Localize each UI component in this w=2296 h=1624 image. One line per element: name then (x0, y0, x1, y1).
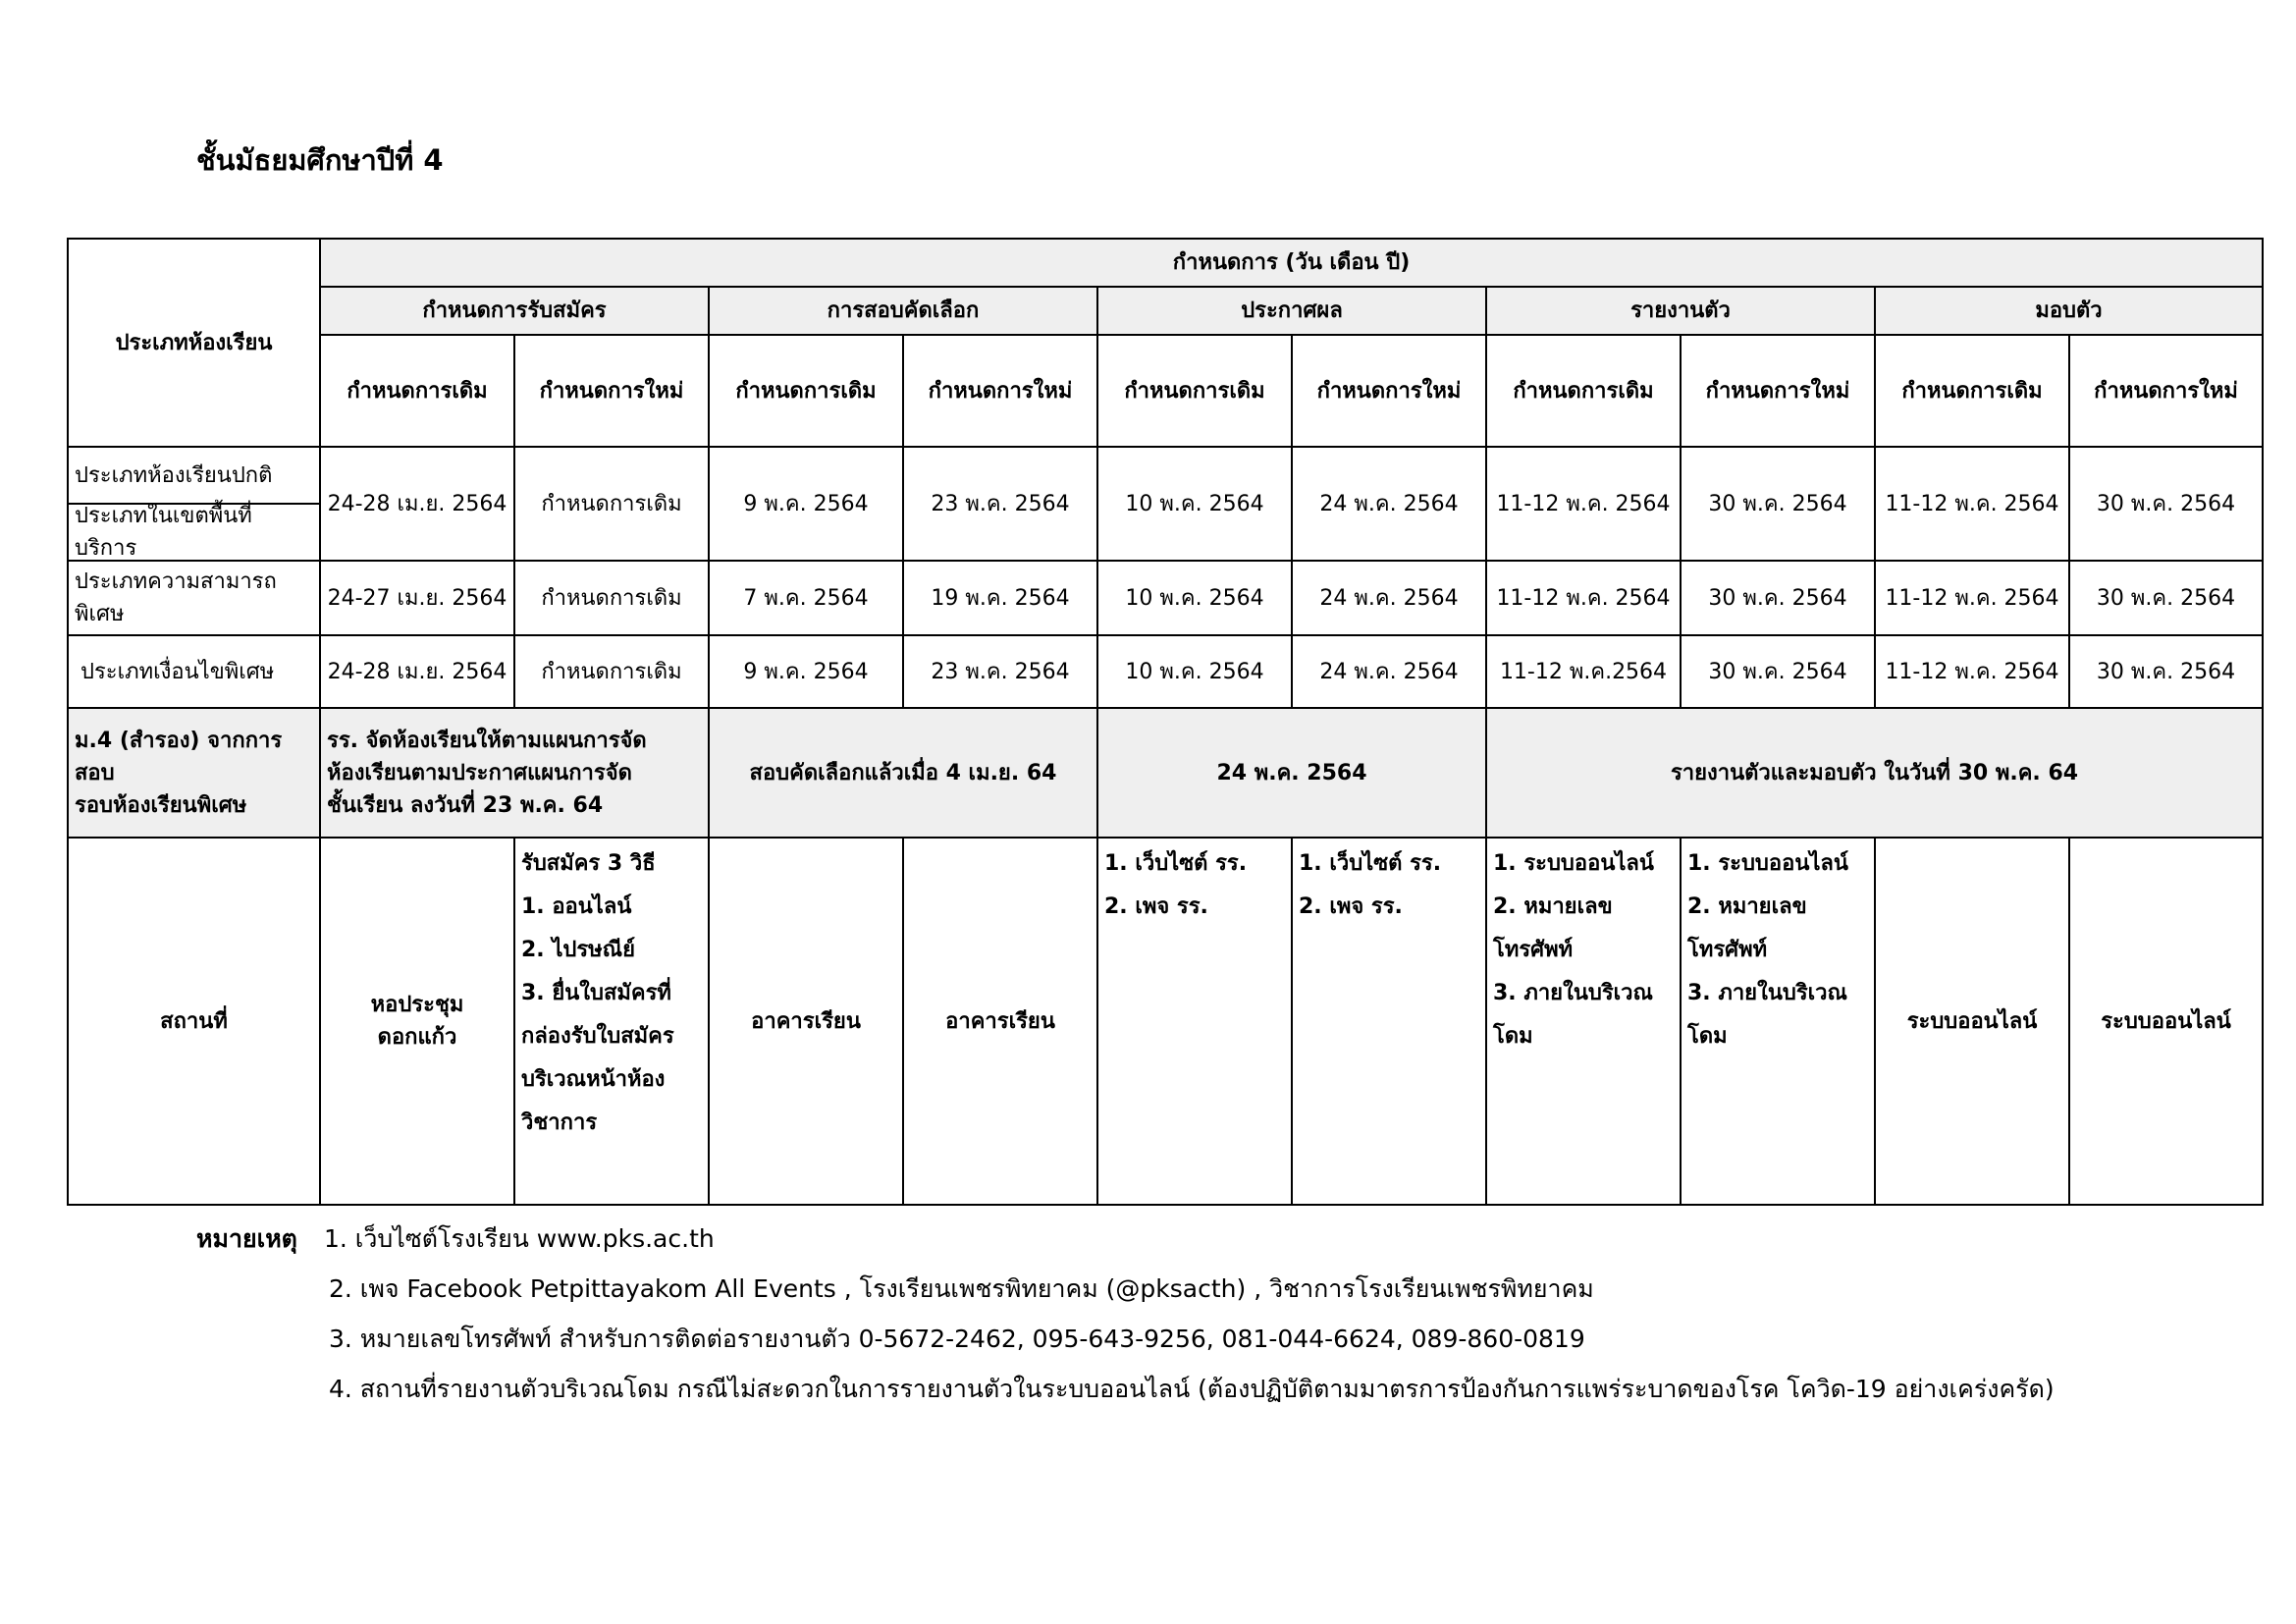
table-cell: 30 พ.ค. 2564 (1681, 447, 1875, 561)
reserve-apply (320, 708, 709, 838)
note-item (196, 1214, 2055, 1264)
venue-line: 1. ระบบออนไลน์ (1493, 851, 1654, 876)
stage-header-apply: กำหนดการรับสมัคร (320, 287, 709, 335)
reserve-exam: สอบคัดเลือกแล้วเมื่อ 4 เม.ย. 64 (709, 708, 1097, 838)
subheader-new: กำหนดการใหม่ (1292, 335, 1486, 447)
header-row-stages (68, 287, 2263, 335)
table-cell: 24 พ.ค. 2564 (1292, 447, 1486, 561)
venue-line: โดม (1493, 1024, 1533, 1049)
table-row (68, 561, 2263, 635)
table-cell: 11-12 พ.ค. 2564 (1875, 561, 2069, 635)
table-cell: 11-12 พ.ค. 2564 (1875, 447, 2069, 561)
reserve-report: รายงานตัวและมอบตัว ในวันที่ 30 พ.ค. 64 (1486, 708, 2263, 838)
notes-section (196, 1214, 2055, 1414)
schedule-group-header: กำหนดการ (วัน เดือน ปี) (320, 239, 2263, 287)
venue-line: โทรศัพท์ (1493, 938, 1574, 962)
venue-line: กล่องรับใบสมัคร (521, 1024, 674, 1049)
subheader-new: กำหนดการใหม่ (514, 335, 709, 447)
table-cell: 30 พ.ค. 2564 (1681, 561, 1875, 635)
reserve-apply-line: ชั้นเรียน ลงวันที่ 23 พ.ค. 64 (327, 792, 604, 818)
header-row-group (68, 239, 2263, 287)
reserve-label-line: ม.4 (สำรอง) จากการสอบ (75, 728, 283, 785)
venue-line: วิชาการ (521, 1110, 598, 1135)
table-cell: 30 พ.ค. 2564 (2069, 635, 2263, 708)
subheader-new: กำหนดการใหม่ (1681, 335, 1875, 447)
table-cell: 11-12 พ.ค. 2564 (1486, 447, 1681, 561)
table-cell: 23 พ.ค. 2564 (903, 447, 1097, 561)
table-cell: 24-27 เม.ย. 2564 (320, 561, 514, 635)
subheader-original: กำหนดการเดิม (1097, 335, 1292, 447)
subheader-new: กำหนดการใหม่ (903, 335, 1097, 447)
table-cell: 24 พ.ค. 2564 (1292, 561, 1486, 635)
row-label: ประเภทในเขตพื้นที่บริการ (69, 503, 319, 560)
venue-line: 3. ภายในบริเวณ (1687, 981, 1847, 1005)
table-cell: 11-12 พ.ค. 2564 (1875, 635, 2069, 708)
stage-header-handover: มอบตัว (1875, 287, 2263, 335)
table-cell: 30 พ.ค. 2564 (2069, 447, 2263, 561)
table-cell: 9 พ.ค. 2564 (709, 635, 903, 708)
row-label: ประเภทความสามารถพิเศษ (68, 561, 320, 635)
venue-handover-new: ระบบออนไลน์ (2069, 838, 2263, 1205)
venue-line: โดม (1687, 1024, 1728, 1049)
venue-exam-new: อาคารเรียน (903, 838, 1097, 1205)
table-cell: กำหนดการเดิม (514, 635, 709, 708)
venue-exam-original: อาคารเรียน (709, 838, 903, 1205)
row-type-header: ประเภทห้องเรียน (68, 239, 320, 447)
venue-line: 2. หมายเลข (1493, 894, 1613, 919)
stage-header-result: ประกาศผล (1097, 287, 1486, 335)
note-text: 1. เว็บไซต์โรงเรียน www.pks.ac.th (324, 1224, 715, 1253)
table-cell: 24 พ.ค. 2564 (1292, 635, 1486, 708)
note-item: 3. หมายเลขโทรศัพท์ สำหรับการติดต่อรายงานตัว 0-5672-2462, 095-643-9256, 081-044-6624, 089-860-0819 (329, 1325, 1585, 1353)
schedule-table (67, 238, 2264, 1206)
note-item: 2. เพจ Facebook Petpittayakom All Events , โรงเรียนเพชรพิทยาคม (@pksacth) , วิชาการโรงเรียนเพชรพิทยาคม (329, 1274, 1594, 1303)
reserve-label (68, 708, 320, 838)
table-cell: 30 พ.ค. 2564 (2069, 561, 2263, 635)
table-row-venue (68, 838, 2263, 1205)
reserve-result: 24 พ.ค. 2564 (1097, 708, 1486, 838)
table-row (68, 447, 2263, 561)
row-label-regular (68, 447, 320, 561)
table-cell: กำหนดการเดิม (514, 447, 709, 561)
table-cell: 19 พ.ค. 2564 (903, 561, 1097, 635)
table-cell: 24-28 เม.ย. 2564 (320, 447, 514, 561)
venue-line: ดอกแก้ว (377, 1025, 457, 1050)
venue-line: 1. เว็บไซต์ รร. (1104, 851, 1248, 876)
table-cell: 24-28 เม.ย. 2564 (320, 635, 514, 708)
table-cell: 10 พ.ค. 2564 (1097, 561, 1292, 635)
page-title: ชั้นมัธยมศึกษาปีที่ 4 (196, 143, 444, 177)
venue-line: บริเวณหน้าห้อง (521, 1067, 666, 1092)
subheader-original: กำหนดการเดิม (1486, 335, 1681, 447)
venue-line: 1. เว็บไซต์ รร. (1299, 851, 1442, 876)
venue-line: 3. ภายในบริเวณ (1493, 981, 1653, 1005)
table-cell: 11-12 พ.ค.2564 (1486, 635, 1681, 708)
notes-label: หมายเหตุ (196, 1224, 297, 1253)
subheader-original: กำหนดการเดิม (709, 335, 903, 447)
row-label: ประเภทเงื่อนไขพิเศษ (68, 635, 320, 708)
header-row-subcolumns (68, 335, 2263, 447)
venue-label: สถานที่ (68, 838, 320, 1205)
table-row-reserve (68, 708, 2263, 838)
table-cell: 7 พ.ค. 2564 (709, 561, 903, 635)
venue-report-original (1486, 838, 1681, 1205)
subheader-new: กำหนดการใหม่ (2069, 335, 2263, 447)
venue-result-original (1097, 838, 1292, 1205)
venue-line: 2. ไปรษณีย์ (521, 938, 635, 962)
venue-apply-original (320, 838, 514, 1205)
stage-header-exam: การสอบคัดเลือก (709, 287, 1097, 335)
note-item: 4. สถานที่รายงานตัวบริเวณโดม กรณีไม่สะดวกในการรายงานตัวในระบบออนไลน์ (ต้องปฏิบัติตามมาตรการป้องกันการแพร่ระบาดของโรค โควิด-19 อย่างเคร่งครัด) (329, 1375, 2055, 1403)
venue-line: 2. เพจ รร. (1104, 894, 1208, 919)
venue-line: 3. ยื่นใบสมัครที่ (521, 981, 671, 1005)
reserve-label-line: รอบห้องเรียนพิเศษ (75, 792, 247, 818)
venue-line: โทรศัพท์ (1687, 938, 1768, 962)
table-cell: 30 พ.ค. 2564 (1681, 635, 1875, 708)
venue-line: 2. หมายเลข (1687, 894, 1807, 919)
table-cell: 10 พ.ค. 2564 (1097, 447, 1292, 561)
venue-line: 1. ระบบออนไลน์ (1687, 851, 1848, 876)
table-cell: 10 พ.ค. 2564 (1097, 635, 1292, 708)
venue-line: รับสมัคร 3 วิธี (521, 851, 656, 876)
table-cell: 11-12 พ.ค. 2564 (1486, 561, 1681, 635)
venue-line: 2. เพจ รร. (1299, 894, 1403, 919)
table-cell: 9 พ.ค. 2564 (709, 447, 903, 561)
reserve-apply-line: ห้องเรียนตามประกาศแผนการจัด (327, 760, 632, 785)
subheader-original: กำหนดการเดิม (320, 335, 514, 447)
venue-line: หอประชุม (370, 993, 464, 1017)
subheader-original: กำหนดการเดิม (1875, 335, 2069, 447)
row-label: ประเภทห้องเรียนปกติ (75, 462, 273, 488)
venue-handover-original: ระบบออนไลน์ (1875, 838, 2069, 1205)
venue-apply-new (514, 838, 709, 1205)
stage-header-report: รายงานตัว (1486, 287, 1875, 335)
venue-report-new (1681, 838, 1875, 1205)
table-cell: 23 พ.ค. 2564 (903, 635, 1097, 708)
reserve-apply-line: รร. จัดห้องเรียนให้ตามแผนการจัด (327, 728, 647, 753)
table-cell: กำหนดการเดิม (514, 561, 709, 635)
table-row (68, 635, 2263, 708)
venue-line: 1. ออนไลน์ (521, 894, 632, 919)
venue-result-new (1292, 838, 1486, 1205)
